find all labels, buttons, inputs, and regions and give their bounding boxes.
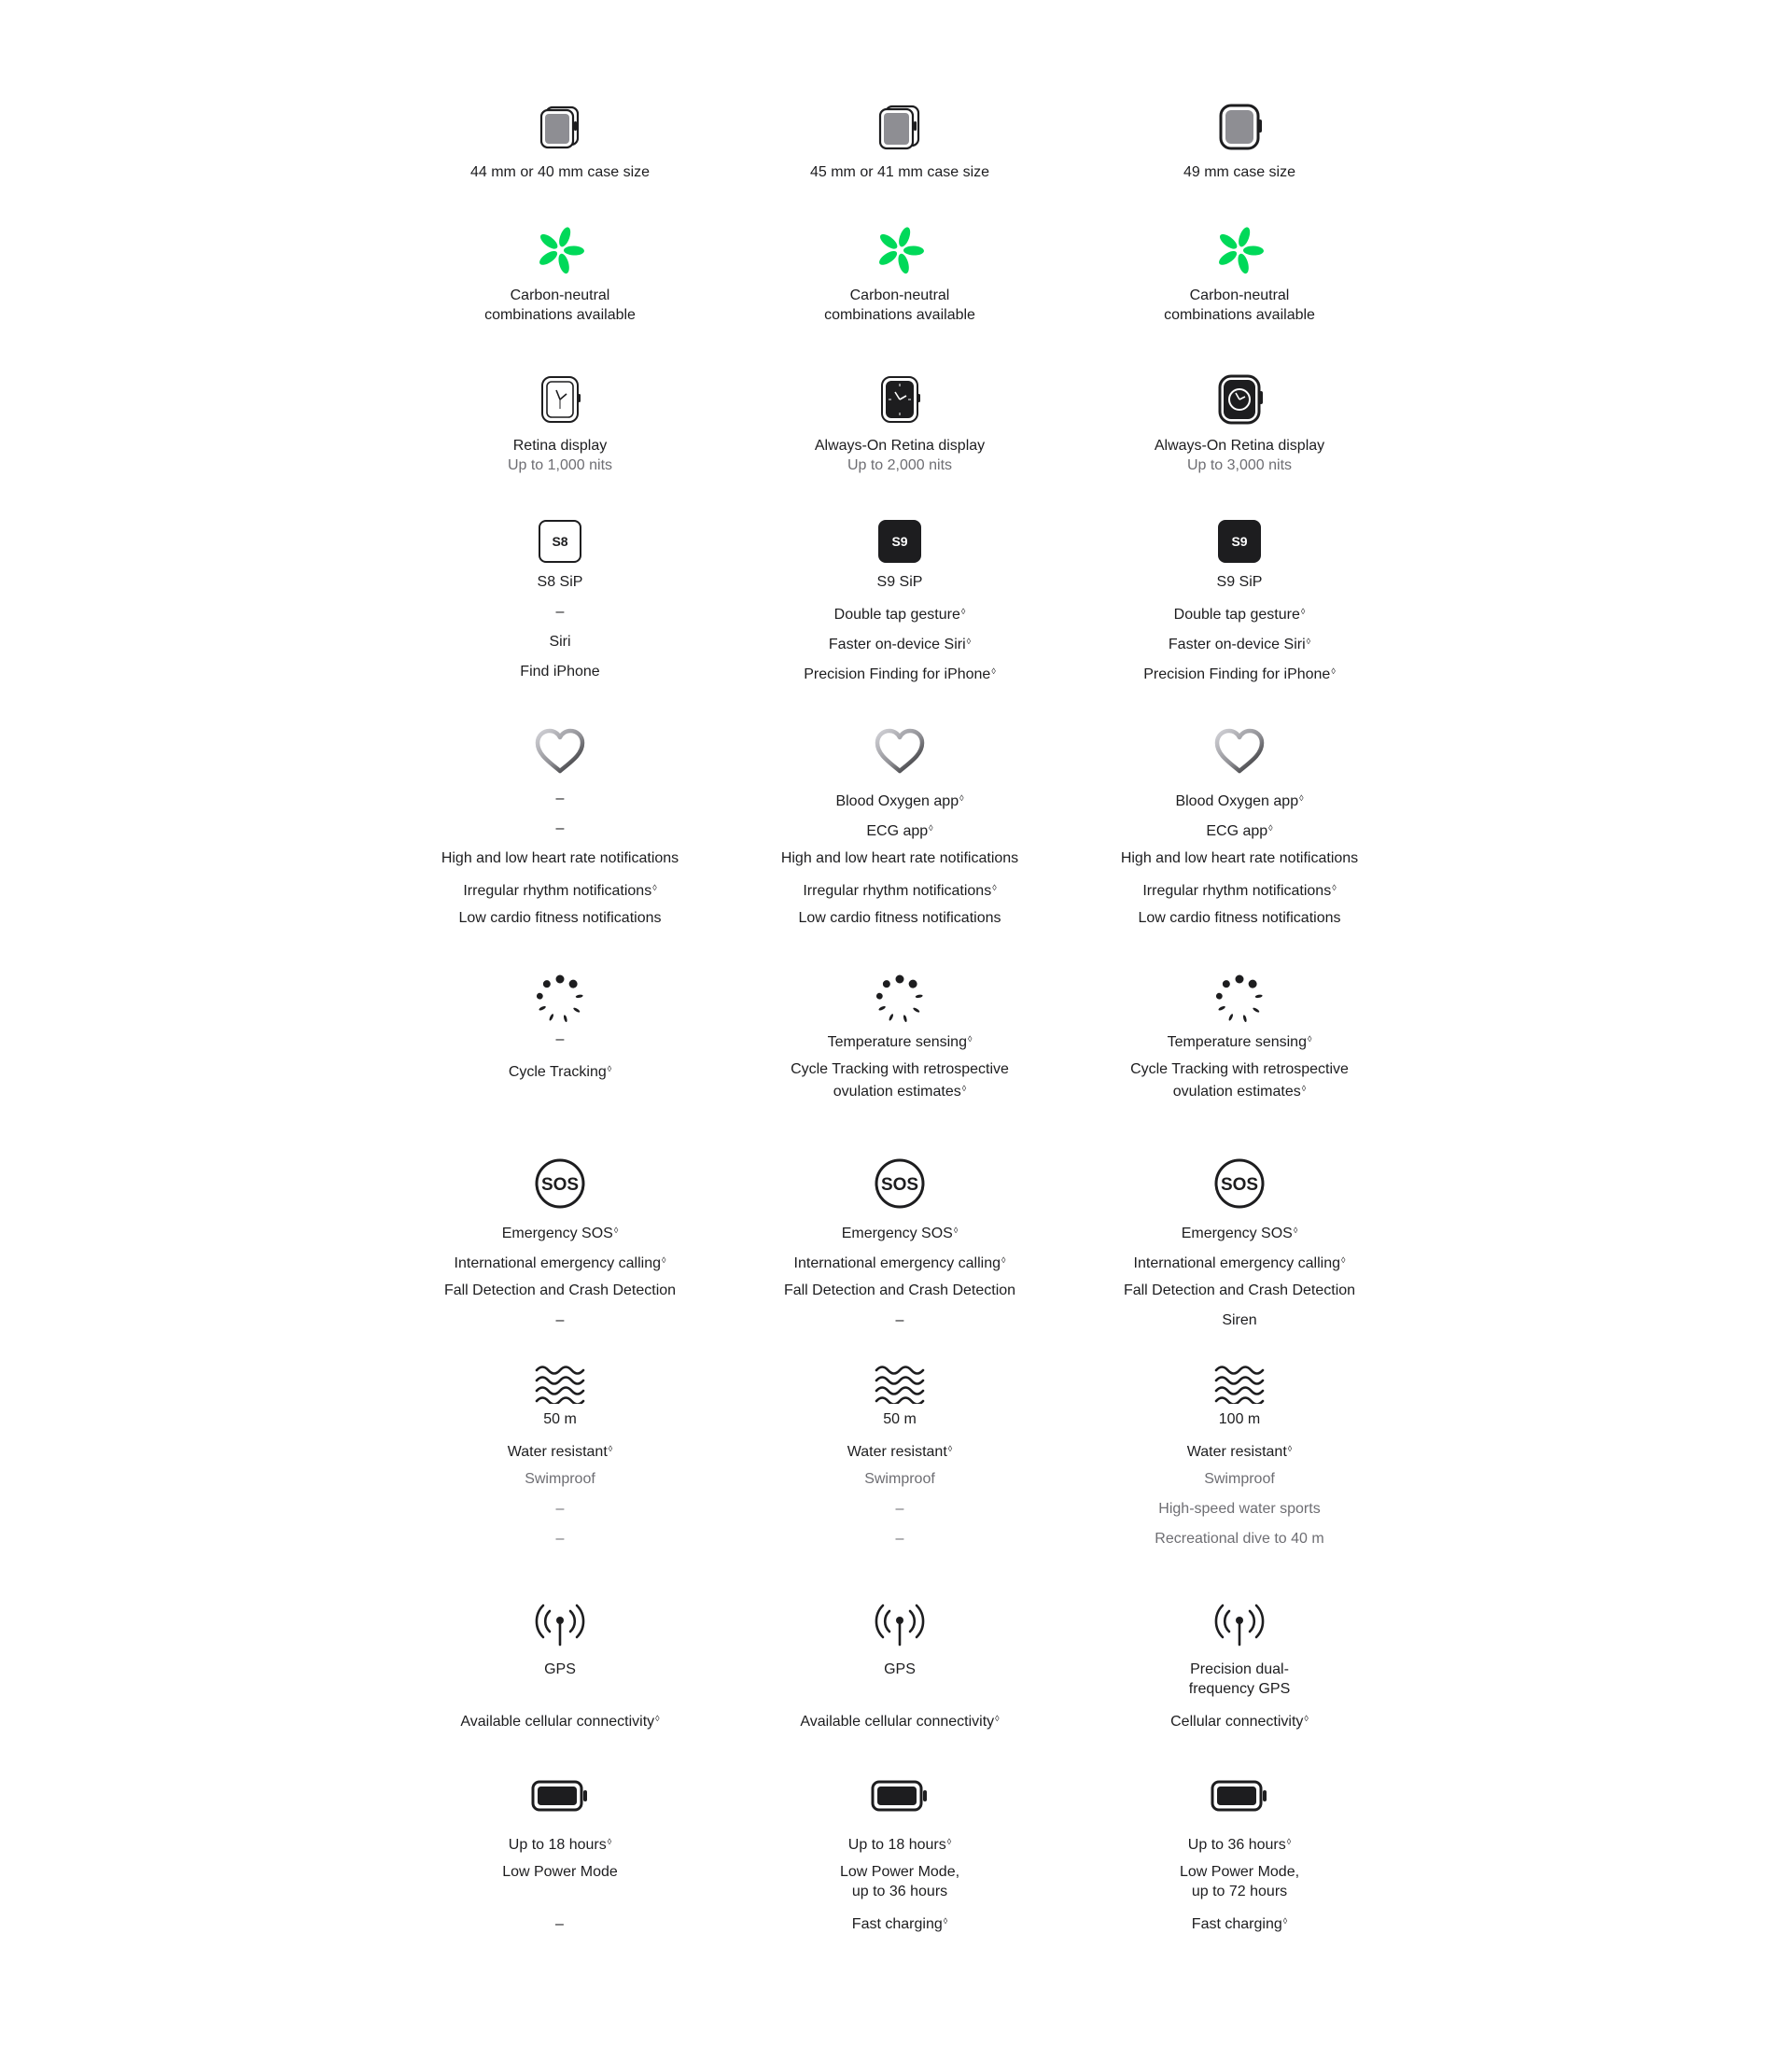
health-item: Irregular rhythm notifications◊	[1142, 883, 1337, 899]
cycle-item: ovulation estimates◊	[1172, 1084, 1307, 1100]
fast-charging: Fast charging◊	[851, 1916, 948, 1932]
chip-name: S9 SiP	[876, 574, 923, 590]
cycle-features	[1062, 1030, 1417, 1099]
health-item: ECG app◊	[866, 823, 933, 839]
heart-icon	[872, 726, 928, 778]
battery-icon	[530, 1777, 590, 1815]
cycle-tracking-icon	[534, 974, 586, 1026]
watch-column-1	[383, 0, 737, 2060]
low-power-mode	[383, 1862, 737, 1882]
cycle-item: Temperature sensing◊	[827, 1034, 973, 1050]
water-extra-item: –	[555, 1501, 565, 1517]
safety-item: International emergency calling◊	[793, 1255, 1006, 1271]
watch-display-icon	[874, 373, 926, 426]
water-extra-item: Swimproof	[525, 1471, 595, 1487]
health-item: Irregular rhythm notifications◊	[803, 883, 997, 899]
sos-icon	[1212, 1156, 1267, 1211]
safety-item: Emergency SOS◊	[841, 1226, 959, 1241]
carbon-line-1: Carbon-neutral	[510, 287, 610, 303]
fast-charging: Fast charging◊	[1191, 1916, 1288, 1932]
cellular-label: Cellular connectivity◊	[1170, 1714, 1309, 1730]
low-power-line: up to 36 hours	[851, 1884, 948, 1899]
health-section	[383, 726, 737, 928]
health-features	[1062, 789, 1417, 928]
chip-features	[383, 602, 737, 681]
chip-features-item: Siri	[549, 634, 571, 650]
safety-item: Emergency SOS◊	[1181, 1226, 1298, 1241]
health-item: High and low heart rate notifications	[1120, 850, 1359, 866]
chip-icon: S9	[1218, 520, 1261, 563]
gps-line: GPS	[884, 1661, 916, 1677]
health-item: Blood Oxygen app◊	[835, 793, 964, 809]
safety-item: –	[555, 1312, 565, 1328]
water-resistant: Water resistant◊	[847, 1444, 953, 1460]
case-size-section	[722, 101, 1077, 182]
chip-features-item: Precision Finding for iPhone◊	[1143, 666, 1336, 682]
gps-label	[722, 1660, 1077, 1679]
carbon-line-2: combinations available	[824, 307, 975, 323]
safety-features	[722, 1221, 1077, 1330]
fast-charging: –	[555, 1916, 564, 1932]
watch-case-icon	[874, 101, 926, 153]
health-item: Low cardio fitness notifications	[798, 910, 1001, 926]
chip-features-item: Faster on-device Siri◊	[1168, 637, 1311, 652]
safety-item: International emergency calling◊	[454, 1255, 666, 1271]
chip-name: S9 SiP	[1216, 574, 1263, 590]
display-section	[1062, 373, 1417, 475]
water-section	[1062, 1363, 1417, 1549]
antenna-icon	[872, 1598, 928, 1650]
carbon-neutral-leaf-icon	[534, 224, 586, 276]
safety-features	[1062, 1221, 1417, 1330]
safety-section	[383, 1156, 737, 1330]
watch-column-2	[722, 0, 1077, 2060]
safety-item: Siren	[1222, 1312, 1257, 1328]
low-power-line: Low Power Mode,	[839, 1864, 960, 1880]
carbon-line-2: combinations available	[1164, 307, 1315, 323]
display-nits: Up to 2,000 nits	[847, 457, 953, 473]
sos-icon	[533, 1156, 587, 1211]
health-features	[383, 789, 737, 928]
health-item: Blood Oxygen app◊	[1175, 793, 1304, 809]
water-extra-item: Swimproof	[1204, 1471, 1275, 1487]
water-extra-item: High-speed water sports	[1158, 1501, 1321, 1517]
carbon-neutral-leaf-icon	[874, 224, 926, 276]
chip-features-item: Faster on-device Siri◊	[828, 637, 972, 652]
display-nits: Up to 3,000 nits	[1186, 457, 1293, 473]
safety-item: Emergency SOS◊	[501, 1226, 619, 1241]
chip-icon: S9	[878, 520, 921, 563]
chip-icon: S8	[539, 520, 581, 563]
watch-display-icon	[534, 373, 586, 426]
heart-icon	[1211, 726, 1267, 778]
cycle-section	[722, 974, 1077, 1099]
cellular-label: Available cellular connectivity◊	[800, 1714, 1000, 1730]
health-item: –	[555, 820, 565, 836]
safety-item: Fall Detection and Crash Detection	[443, 1282, 677, 1298]
water-resistant: Water resistant◊	[1186, 1444, 1293, 1460]
display-nits: Up to 1,000 nits	[507, 457, 613, 473]
safety-item: –	[895, 1312, 904, 1328]
health-section	[722, 726, 1077, 928]
cycle-item: ovulation estimates◊	[833, 1084, 967, 1100]
water-section	[722, 1363, 1077, 1549]
chip-features-item: Find iPhone	[520, 664, 600, 680]
watch-column-3	[1062, 0, 1417, 2060]
carbon-neutral-section	[383, 224, 737, 325]
sos-icon	[873, 1156, 927, 1211]
cycle-item: Cycle Tracking with retrospective	[791, 1061, 1009, 1077]
water-extra-item: –	[895, 1531, 904, 1547]
chip-features-item: Double tap gesture◊	[833, 607, 966, 623]
gps-line: GPS	[544, 1661, 576, 1677]
health-item: ECG app◊	[1206, 823, 1273, 839]
water-resistant: Water resistant◊	[507, 1444, 613, 1460]
gps-line: frequency GPS	[1188, 1681, 1291, 1697]
watch-case-icon	[1213, 101, 1266, 153]
safety-section	[1062, 1156, 1417, 1330]
cycle-features	[383, 1030, 737, 1079]
battery-icon	[1210, 1777, 1269, 1815]
health-features	[722, 789, 1077, 928]
safety-section	[722, 1156, 1077, 1330]
low-power-line: up to 72 hours	[1191, 1884, 1288, 1899]
water-waves-icon	[874, 1363, 926, 1404]
cycle-item: Temperature sensing◊	[1167, 1034, 1312, 1050]
display-title: Always-On Retina display	[1154, 438, 1325, 454]
svg-text:SOS: SOS	[540, 1175, 580, 1195]
battery-section	[1062, 1777, 1417, 1931]
cycle-item: Cycle Tracking with retrospective	[1130, 1061, 1349, 1077]
battery-icon	[870, 1777, 930, 1815]
water-extra-item: Swimproof	[864, 1471, 935, 1487]
display-title: Always-On Retina display	[814, 438, 986, 454]
health-item: High and low heart rate notifications	[780, 850, 1019, 866]
gps-label	[1062, 1660, 1417, 1699]
gps-line: Precision dual-	[1190, 1661, 1289, 1677]
battery-life: Up to 18 hours◊	[508, 1837, 612, 1853]
cycle-tracking-icon	[1213, 974, 1266, 1026]
low-power-mode	[1062, 1862, 1417, 1901]
watch-case-icon	[534, 101, 586, 153]
cellular-label: Available cellular connectivity◊	[460, 1714, 660, 1730]
battery-section	[383, 1777, 737, 1931]
cycle-section	[1062, 974, 1417, 1099]
health-item: Low cardio fitness notifications	[458, 910, 662, 926]
case-size-label: 45 mm or 41 mm case size	[809, 164, 990, 180]
safety-item: International emergency calling◊	[1133, 1255, 1346, 1271]
safety-item: Fall Detection and Crash Detection	[1123, 1282, 1356, 1298]
water-waves-icon	[534, 1363, 586, 1404]
case-size-label: 49 mm case size	[1183, 164, 1296, 180]
svg-text:SOS: SOS	[880, 1175, 919, 1195]
cycle-item: –	[555, 1031, 565, 1047]
gps-label	[383, 1660, 737, 1679]
health-item: Low cardio fitness notifications	[1138, 910, 1341, 926]
carbon-line-1: Carbon-neutral	[1189, 287, 1290, 303]
safety-item: Fall Detection and Crash Detection	[783, 1282, 1016, 1298]
low-power-line: Low Power Mode	[502, 1864, 618, 1880]
water-features	[383, 1469, 737, 1549]
carbon-line-2: combinations available	[484, 307, 636, 323]
health-item: High and low heart rate notifications	[441, 850, 679, 866]
case-size-section	[1062, 101, 1417, 182]
chip-section	[1062, 520, 1417, 681]
chip-section	[722, 520, 1077, 681]
health-item: Irregular rhythm notifications◊	[463, 883, 657, 899]
water-waves-icon	[1213, 1363, 1266, 1404]
water-features	[1062, 1469, 1417, 1549]
case-size-label: 44 mm or 40 mm case size	[469, 164, 651, 180]
case-size-section	[383, 101, 737, 182]
safety-features	[383, 1221, 737, 1330]
carbon-line-1: Carbon-neutral	[849, 287, 950, 303]
chip-features-item: –	[555, 604, 565, 620]
connectivity-section	[1062, 1598, 1417, 1729]
connectivity-section	[383, 1598, 737, 1729]
water-section	[383, 1363, 737, 1549]
cycle-item: Cycle Tracking◊	[508, 1064, 612, 1080]
carbon-neutral-section	[722, 224, 1077, 325]
low-power-mode	[722, 1862, 1077, 1901]
water-depth: 50 m	[543, 1411, 577, 1427]
chip-section	[383, 520, 737, 681]
watch-display-icon	[1213, 373, 1266, 426]
water-extra-item: Recreational dive to 40 m	[1155, 1531, 1324, 1547]
heart-icon	[532, 726, 588, 778]
connectivity-section	[722, 1598, 1077, 1729]
display-section	[722, 373, 1077, 475]
chip-name: S8 SiP	[537, 574, 583, 590]
cycle-section	[383, 974, 737, 1079]
carbon-neutral-leaf-icon	[1213, 224, 1266, 276]
chip-features-item: Precision Finding for iPhone◊	[804, 666, 996, 682]
chip-features-item: Double tap gesture◊	[1173, 607, 1306, 623]
water-depth: 50 m	[883, 1411, 917, 1427]
svg-text:SOS: SOS	[1220, 1175, 1259, 1195]
display-section	[383, 373, 737, 475]
water-extra-item: –	[895, 1501, 904, 1517]
cycle-features	[722, 1030, 1077, 1099]
display-title: Retina display	[512, 438, 608, 454]
battery-life: Up to 36 hours◊	[1187, 1837, 1292, 1853]
health-item: –	[555, 791, 565, 806]
carbon-neutral-section	[1062, 224, 1417, 325]
antenna-icon	[532, 1598, 588, 1650]
water-depth: 100 m	[1218, 1411, 1261, 1427]
battery-section	[722, 1777, 1077, 1931]
low-power-line: Low Power Mode,	[1179, 1864, 1300, 1880]
health-section	[1062, 726, 1417, 928]
chip-features	[1062, 602, 1417, 681]
chip-features	[722, 602, 1077, 681]
water-extra-item: –	[555, 1531, 565, 1547]
antenna-icon	[1211, 1598, 1267, 1650]
cycle-tracking-icon	[874, 974, 926, 1026]
battery-life: Up to 18 hours◊	[847, 1837, 952, 1853]
water-features	[722, 1469, 1077, 1549]
